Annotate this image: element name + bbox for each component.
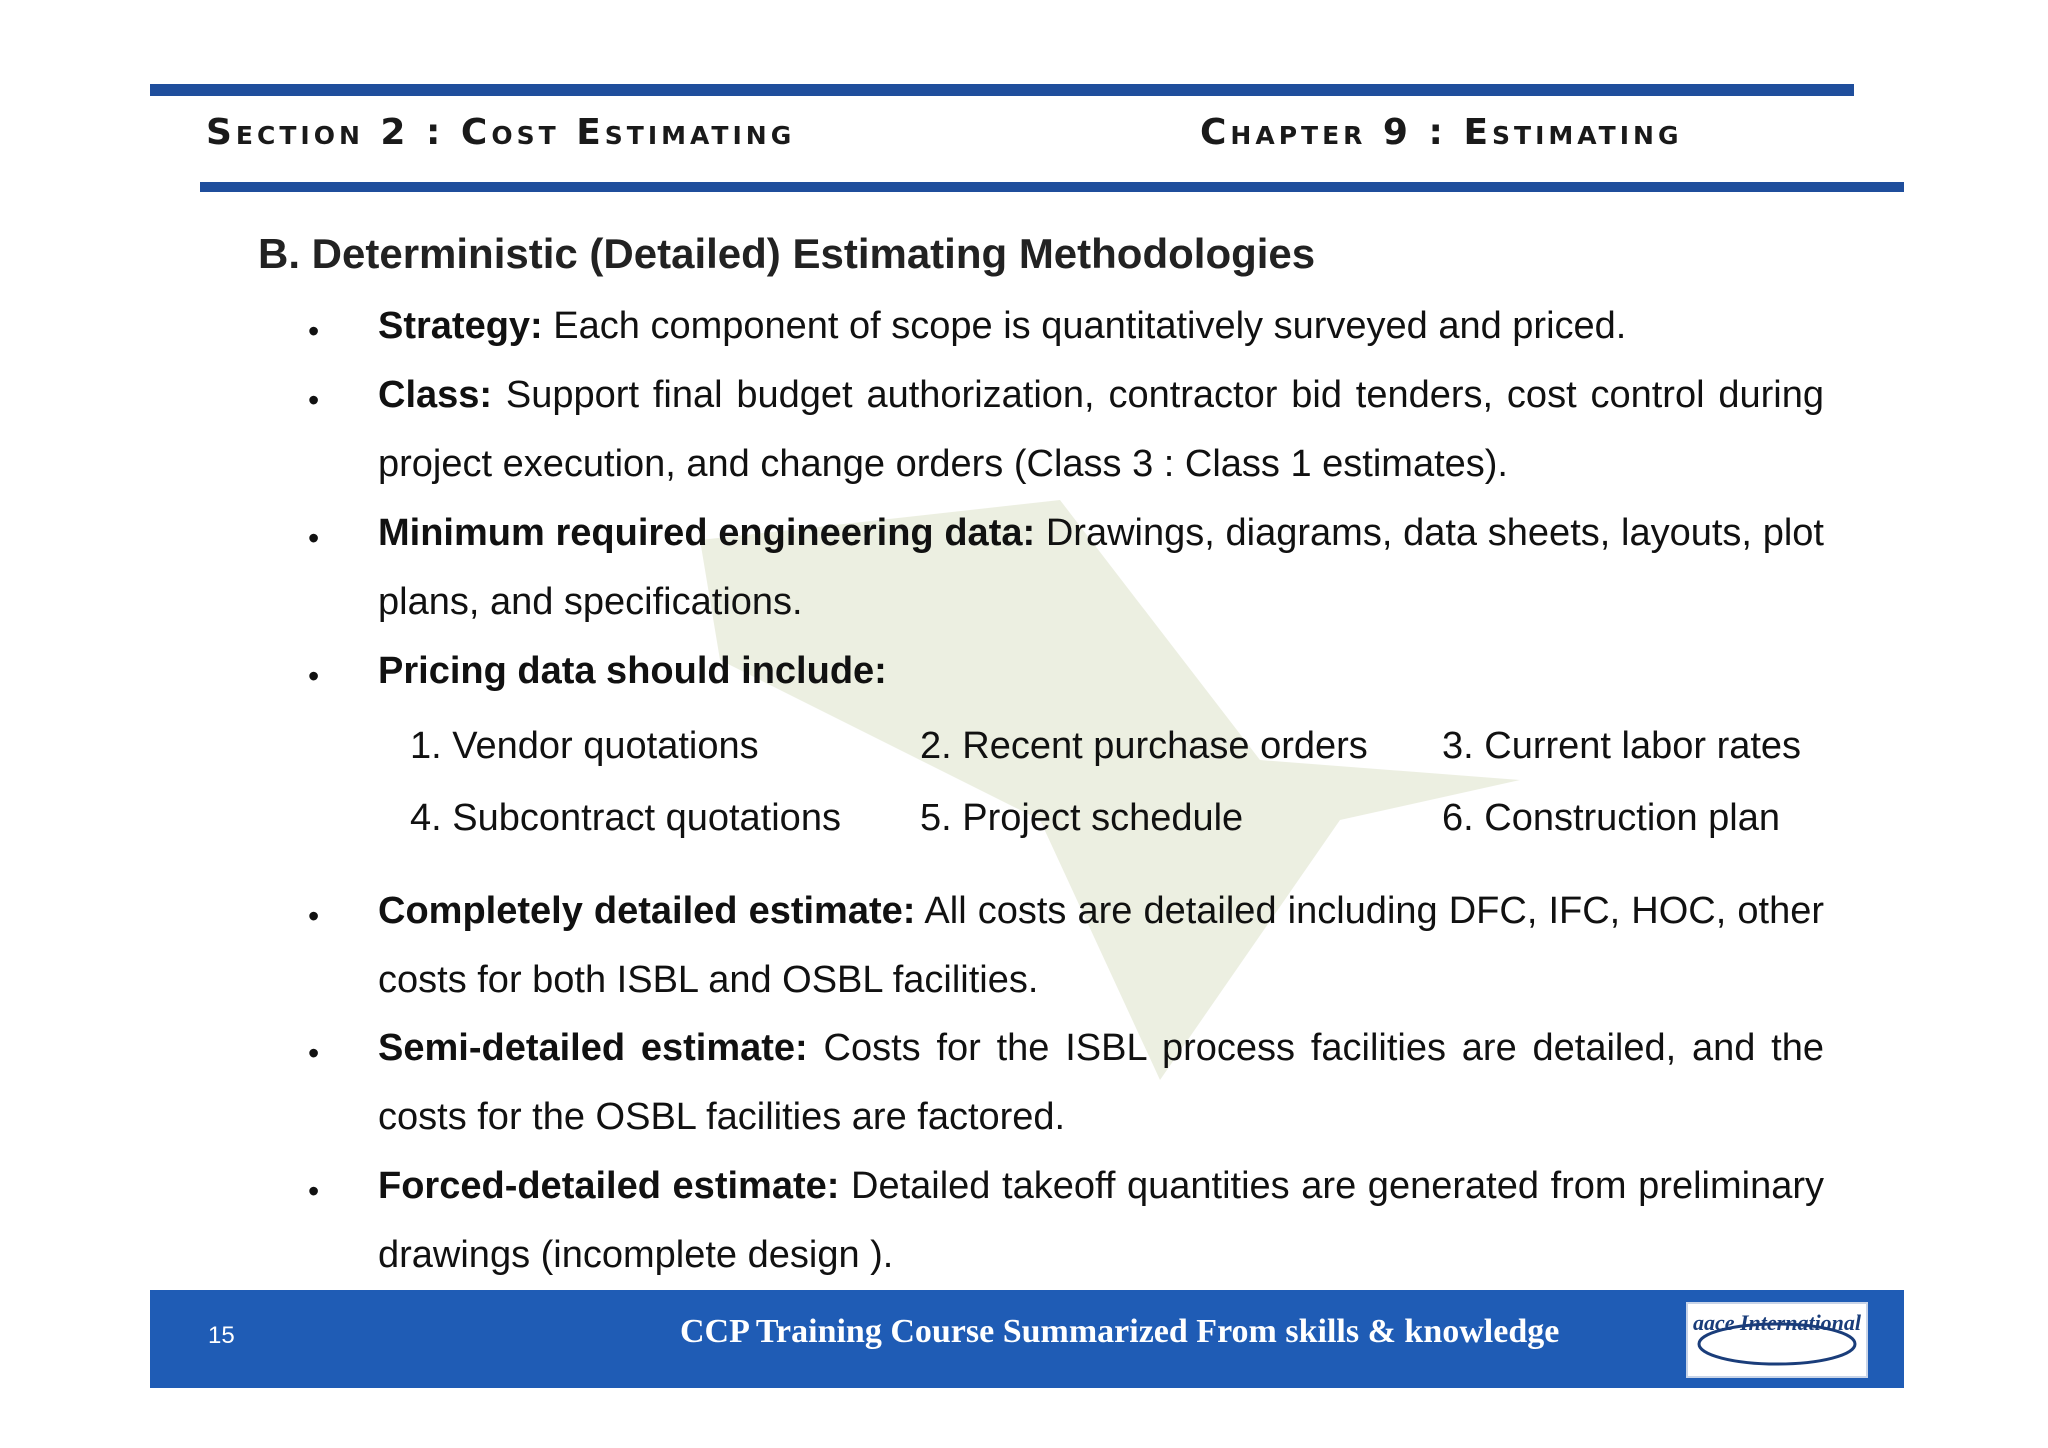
pricing-item: 1. Vendor quotations <box>410 725 759 767</box>
bullet-text: Costs for the ISBL process facilities are detailed, and the costs for the OSBL facilities are factored. <box>378 1027 1824 1138</box>
bullet-icon: • <box>308 382 320 418</box>
aace-logo <box>1686 1302 1868 1378</box>
bullet-label: Forced-detailed estimate: <box>378 1165 840 1207</box>
bullet-icon: • <box>308 1035 320 1071</box>
chapter-title: Chapter 9 : Estimating <box>1200 112 1683 153</box>
bullet-label: Semi-detailed estimate: <box>378 1027 808 1069</box>
logo-text: aace International <box>1692 1310 1862 1335</box>
pricing-item: 2. Recent purchase orders <box>920 725 1368 767</box>
section-title: Section 2 : Cost Estimating <box>206 112 796 153</box>
pricing-item: 6. Construction plan <box>1442 797 1780 839</box>
bullet-icon: • <box>308 898 320 934</box>
bullet-text: Each component of scope is quantitatively surveyed and priced. <box>542 305 1627 347</box>
footer-text: CCP Training Course Summarized From skills & knowledge <box>680 1313 1560 1350</box>
bullet-completely-detailed <box>378 877 1824 1015</box>
page-number: 15 <box>208 1322 235 1349</box>
bullet-label: Class: <box>378 374 493 416</box>
bullet-engineering-data <box>378 499 1824 637</box>
bullet-icon: • <box>308 658 320 694</box>
pricing-item: 3. Current labor rates <box>1442 725 1802 767</box>
pricing-item: 5. Project schedule <box>920 797 1244 839</box>
bullet-label: Pricing data should include: <box>378 650 887 692</box>
bullet-text: All costs are detailed including DFC, IFC, HOC, other costs for both ISBL and OSBL facilities. <box>378 890 1824 1001</box>
bullet-text: Detailed takeoff quantities are generated from preliminary drawings (incomplete design ). <box>378 1165 1824 1276</box>
bullet-class <box>378 361 1824 499</box>
slide-heading: B. Deterministic (Detailed) Estimating Methodologies <box>258 230 1316 277</box>
bullet-pricing-data <box>378 637 1824 706</box>
bullet-label: Strategy: <box>378 305 543 347</box>
bullet-icon: • <box>308 313 320 349</box>
pricing-item: 4. Subcontract quotations <box>410 797 841 839</box>
bullet-icon: • <box>308 520 320 556</box>
bullet-label: Minimum required engineering data: <box>378 512 1036 554</box>
bullet-semi-detailed <box>378 1014 1824 1152</box>
bullet-strategy <box>378 292 1824 361</box>
bullet-label: Completely detailed estimate: <box>378 890 916 932</box>
bullet-text: Support final budget authorization, contractor bid tenders, cost control during project execution, and change orders (Class 3 : Class 1 estimates). <box>378 374 1824 485</box>
bullet-text: Drawings, diagrams, data sheets, layouts, plot plans, and specifications. <box>378 512 1824 623</box>
bullet-icon: • <box>308 1173 320 1209</box>
bullet-forced-detailed <box>378 1152 1824 1290</box>
